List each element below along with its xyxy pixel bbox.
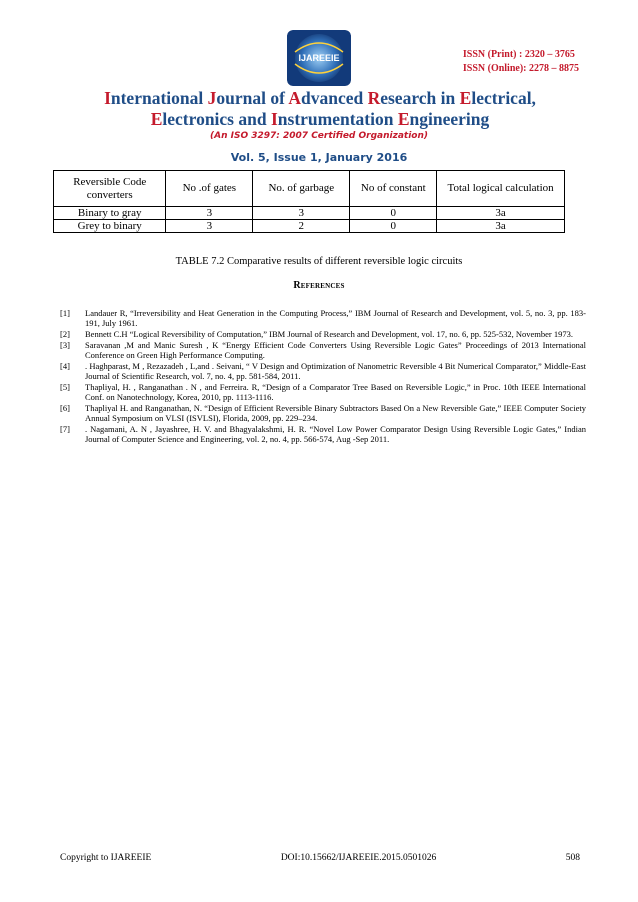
footer-page-number: 508 [565, 853, 580, 863]
title-cap: E [150, 109, 163, 129]
table-cell: 0 [350, 220, 437, 233]
reference-number: [4] [60, 361, 70, 371]
title-word [151, 109, 271, 129]
table-cell: 3 [166, 220, 253, 233]
title-cap: E [459, 88, 472, 108]
table-header-cell: No of constant [350, 171, 437, 207]
references-heading: References [293, 280, 345, 291]
table-cell: 3a [437, 220, 565, 233]
issn-block [463, 48, 579, 76]
footer-copyright: Copyright to IJAREEIE [60, 853, 152, 863]
reference-text: Thapliyal H. and Ranganathan, N. “Design of Efficient Reversible Binary Subtractors Based On a New Reversible Gate,” IEEE Computer Society Annual Symposium on VLSI (ISVLSI), Florida, 2009, pp. 229–234. [85, 403, 586, 423]
title-rest: dvanced [300, 88, 368, 108]
title-cap: I [270, 109, 278, 129]
title-cap: A [288, 88, 301, 108]
reference-item [60, 424, 586, 444]
title-rest: esearch in [380, 88, 460, 108]
reference-number: [7] [60, 424, 70, 434]
title-cap: J [207, 88, 217, 108]
reference-item [60, 382, 586, 402]
reference-number: [1] [60, 308, 70, 318]
title-word [288, 88, 367, 108]
table-row [54, 220, 565, 233]
issn-online: ISSN (Online): 2278 – 8875 [462, 63, 579, 74]
title-cap: R [367, 88, 381, 108]
table-cell: 0 [350, 207, 437, 220]
title-rest: lectronics and [162, 109, 271, 129]
title-word [398, 109, 489, 129]
reference-number: [2] [60, 329, 70, 339]
journal-logo [287, 30, 351, 86]
table-row [54, 207, 565, 220]
reference-item [60, 329, 586, 339]
table-caption: TABLE 7.2 Comparative results of different reversible logic circuits [175, 256, 463, 267]
reference-text: Bennett C.H “Logical Reversibility of Computation,” IBM Journal of Research and Development, vol. 17, no. 6, pp. 525-532, November 1973. [85, 329, 573, 339]
table-header-row [54, 171, 565, 207]
references-list [60, 308, 586, 445]
title-word [208, 88, 289, 108]
footer-doi: DOI:10.15662/IJAREEIE.2015.0501026 [280, 853, 437, 863]
title-rest: ournal of [216, 88, 289, 108]
logo-text: IJAREEIE [298, 53, 340, 63]
table-header-cell: Total logical calculation [437, 171, 565, 207]
reference-number: [3] [60, 340, 70, 350]
reference-number: [5] [60, 382, 70, 392]
page-footer [60, 853, 580, 863]
title-rest: nternational [110, 88, 208, 108]
title-rest: lectrical, [471, 88, 536, 108]
journal-logo-graphic [287, 30, 351, 86]
title-word [368, 88, 460, 108]
reference-item [60, 361, 586, 381]
reference-text: Landauer R, “Irreversibility and Heat Generation in the Computing Process,” IBM Journal of Research and Development, vol. 5, no. 3, pp. 183- 191, July 1961. [85, 308, 586, 328]
issn-print: ISSN (Print) : 2320 – 3765 [462, 49, 575, 60]
table-cell: 3 [253, 207, 350, 220]
reference-item [60, 308, 586, 328]
title-cap: I [104, 88, 111, 108]
title-word [460, 88, 536, 108]
journal-title [60, 88, 580, 130]
iso-note: (An ISO 3297: 2007 Certified Organization) [210, 131, 428, 141]
reference-item [60, 340, 586, 360]
table-header-cell: No .of gates [166, 171, 253, 207]
table-cell: Grey to binary [54, 220, 166, 233]
reference-text: . Nagamani, A. N , Jayashree, H. V. and Bhagyalakshmi, H. R. “Novel Low Power Comparator Design Using Reversible Logic Gates,” Indian Journal of Computer Science and Engineering, vol. 2, no. 4, pp. 566-574, Aug -Sep 2011. [85, 424, 586, 444]
reference-text: . Haghparast, M , Rezazadeh , L,and . Seivani, “ V Design and Optimization of Nanometric Reversible 4 Bit Numerical Comparator,” Middle-East Journal of Scientific Research, vol. 7, no. 4, pp. 581-584, 2011. [85, 361, 586, 381]
table-cell: 3a [437, 207, 565, 220]
title-word [271, 109, 398, 129]
title-cap: E [397, 109, 410, 129]
reference-text: Thapliyal, H. , Ranganathan . N , and Ferreira. R, “Design of a Comparator Tree Based on Reversible Logic,” in Proc. 10th IEEE International Conf. on Nanotechnology, Korea, 2010, pp. 1113-1116. [85, 382, 586, 402]
title-rest: nstrumentation [277, 109, 398, 129]
table-header-cell: No. of garbage [253, 171, 350, 207]
table-header-cell: Reversible Code converters [54, 171, 166, 207]
reference-number: [6] [60, 403, 70, 413]
table-cell: 2 [253, 220, 350, 233]
table-cell: Binary to gray [54, 207, 166, 220]
reference-text: Saravanan ,M and Manic Suresh , K “Energy Efficient Code Converters Using Reversible Logic Gates” Proceedings of 2013 International Conference on Green High Performance Computing. [85, 340, 586, 360]
volume-issue: Vol. 5, Issue 1, January 2016 [230, 151, 408, 164]
reference-item [60, 403, 586, 423]
table-cell: 3 [166, 207, 253, 220]
title-word [104, 88, 208, 108]
comparison-table [53, 170, 565, 233]
title-rest: ngineering [409, 109, 490, 129]
